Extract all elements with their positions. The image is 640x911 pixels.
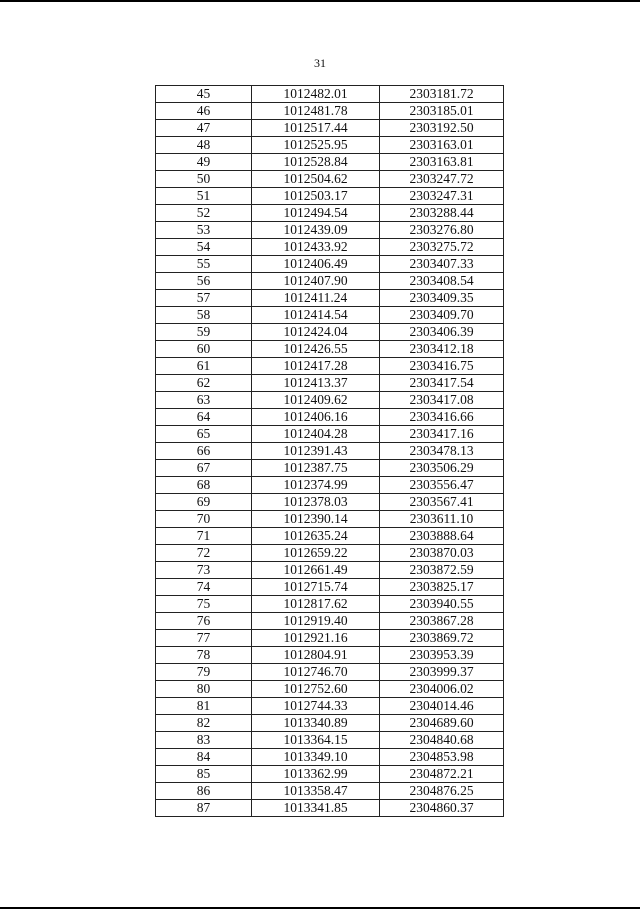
table-row xyxy=(156,154,504,171)
x-coordinate-cell: 1012391.43 xyxy=(252,443,380,460)
y-coordinate-cell: 2304840.68 xyxy=(380,732,504,749)
y-coordinate-cell: 2304853.98 xyxy=(380,749,504,766)
x-coordinate-cell: 1012406.49 xyxy=(252,256,380,273)
point-number-cell: 82 xyxy=(156,715,252,732)
point-number-cell: 71 xyxy=(156,528,252,545)
table-row xyxy=(156,698,504,715)
y-coordinate-cell: 2303417.16 xyxy=(380,426,504,443)
point-number-cell: 66 xyxy=(156,443,252,460)
y-coordinate-cell: 2303247.31 xyxy=(380,188,504,205)
y-coordinate-cell: 2304860.37 xyxy=(380,800,504,817)
point-number-cell: 78 xyxy=(156,647,252,664)
table-row xyxy=(156,222,504,239)
x-coordinate-cell: 1012504.62 xyxy=(252,171,380,188)
x-coordinate-cell: 1013349.10 xyxy=(252,749,380,766)
y-coordinate-cell: 2303953.39 xyxy=(380,647,504,664)
table-row xyxy=(156,137,504,154)
x-coordinate-cell: 1013362.99 xyxy=(252,766,380,783)
x-coordinate-cell: 1012411.24 xyxy=(252,290,380,307)
y-coordinate-cell: 2303406.39 xyxy=(380,324,504,341)
x-coordinate-cell: 1012426.55 xyxy=(252,341,380,358)
x-coordinate-cell: 1012413.37 xyxy=(252,375,380,392)
table-row xyxy=(156,256,504,273)
table-row xyxy=(156,562,504,579)
x-coordinate-cell: 1012409.62 xyxy=(252,392,380,409)
x-coordinate-cell: 1012424.04 xyxy=(252,324,380,341)
scan-bottom-edge xyxy=(0,907,640,909)
x-coordinate-cell: 1012481.78 xyxy=(252,103,380,120)
point-number-cell: 75 xyxy=(156,596,252,613)
point-number-cell: 60 xyxy=(156,341,252,358)
point-number-cell: 62 xyxy=(156,375,252,392)
y-coordinate-cell: 2303407.33 xyxy=(380,256,504,273)
x-coordinate-cell: 1012503.17 xyxy=(252,188,380,205)
table-row xyxy=(156,426,504,443)
y-coordinate-cell: 2303412.18 xyxy=(380,341,504,358)
y-coordinate-cell: 2303276.80 xyxy=(380,222,504,239)
table-row xyxy=(156,545,504,562)
x-coordinate-cell: 1012744.33 xyxy=(252,698,380,715)
x-coordinate-cell: 1012525.95 xyxy=(252,137,380,154)
point-number-cell: 59 xyxy=(156,324,252,341)
point-number-cell: 81 xyxy=(156,698,252,715)
y-coordinate-cell: 2303163.81 xyxy=(380,154,504,171)
table-row xyxy=(156,103,504,120)
point-number-cell: 70 xyxy=(156,511,252,528)
point-number-cell: 74 xyxy=(156,579,252,596)
table-row xyxy=(156,596,504,613)
table-row xyxy=(156,494,504,511)
table-row xyxy=(156,86,504,103)
table-row xyxy=(156,409,504,426)
y-coordinate-cell: 2303185.01 xyxy=(380,103,504,120)
x-coordinate-cell: 1012433.92 xyxy=(252,239,380,256)
table-row xyxy=(156,239,504,256)
point-number-cell: 47 xyxy=(156,120,252,137)
y-coordinate-cell: 2303825.17 xyxy=(380,579,504,596)
y-coordinate-cell: 2303275.72 xyxy=(380,239,504,256)
table-row xyxy=(156,188,504,205)
point-number-cell: 49 xyxy=(156,154,252,171)
table-row xyxy=(156,307,504,324)
point-number-cell: 72 xyxy=(156,545,252,562)
point-number-cell: 64 xyxy=(156,409,252,426)
x-coordinate-cell: 1012746.70 xyxy=(252,664,380,681)
point-number-cell: 61 xyxy=(156,358,252,375)
table-row xyxy=(156,647,504,664)
table-row xyxy=(156,579,504,596)
point-number-cell: 52 xyxy=(156,205,252,222)
y-coordinate-cell: 2303611.10 xyxy=(380,511,504,528)
y-coordinate-cell: 2303409.70 xyxy=(380,307,504,324)
x-coordinate-cell: 1012817.62 xyxy=(252,596,380,613)
point-number-cell: 50 xyxy=(156,171,252,188)
y-coordinate-cell: 2303872.59 xyxy=(380,562,504,579)
point-number-cell: 46 xyxy=(156,103,252,120)
table-row xyxy=(156,324,504,341)
point-number-cell: 83 xyxy=(156,732,252,749)
x-coordinate-cell: 1012390.14 xyxy=(252,511,380,528)
table-row xyxy=(156,732,504,749)
point-number-cell: 73 xyxy=(156,562,252,579)
x-coordinate-cell: 1013340.89 xyxy=(252,715,380,732)
x-coordinate-cell: 1013341.85 xyxy=(252,800,380,817)
table-row xyxy=(156,800,504,817)
table-row xyxy=(156,358,504,375)
point-number-cell: 56 xyxy=(156,273,252,290)
point-number-cell: 63 xyxy=(156,392,252,409)
table-row xyxy=(156,766,504,783)
point-number-cell: 85 xyxy=(156,766,252,783)
y-coordinate-cell: 2303940.55 xyxy=(380,596,504,613)
point-number-cell: 79 xyxy=(156,664,252,681)
y-coordinate-cell: 2303478.13 xyxy=(380,443,504,460)
point-number-cell: 69 xyxy=(156,494,252,511)
y-coordinate-cell: 2303416.75 xyxy=(380,358,504,375)
y-coordinate-cell: 2303163.01 xyxy=(380,137,504,154)
y-coordinate-cell: 2304872.21 xyxy=(380,766,504,783)
x-coordinate-cell: 1012404.28 xyxy=(252,426,380,443)
point-number-cell: 84 xyxy=(156,749,252,766)
scan-top-edge xyxy=(0,0,640,2)
y-coordinate-cell: 2303416.66 xyxy=(380,409,504,426)
x-coordinate-cell: 1013364.15 xyxy=(252,732,380,749)
y-coordinate-cell: 2303870.03 xyxy=(380,545,504,562)
y-coordinate-cell: 2303247.72 xyxy=(380,171,504,188)
y-coordinate-cell: 2303408.54 xyxy=(380,273,504,290)
table-row xyxy=(156,664,504,681)
x-coordinate-cell: 1012659.22 xyxy=(252,545,380,562)
coordinates-table xyxy=(155,85,504,817)
table-row xyxy=(156,681,504,698)
x-coordinate-cell: 1012417.28 xyxy=(252,358,380,375)
point-number-cell: 53 xyxy=(156,222,252,239)
y-coordinate-cell: 2303288.44 xyxy=(380,205,504,222)
x-coordinate-cell: 1012482.01 xyxy=(252,86,380,103)
x-coordinate-cell: 1012407.90 xyxy=(252,273,380,290)
table-row xyxy=(156,460,504,477)
point-number-cell: 67 xyxy=(156,460,252,477)
point-number-cell: 58 xyxy=(156,307,252,324)
page-number: 31 xyxy=(314,56,326,70)
point-number-cell: 57 xyxy=(156,290,252,307)
x-coordinate-cell: 1012804.91 xyxy=(252,647,380,664)
x-coordinate-cell: 1012715.74 xyxy=(252,579,380,596)
table-row xyxy=(156,443,504,460)
x-coordinate-cell: 1012921.16 xyxy=(252,630,380,647)
table-row xyxy=(156,749,504,766)
x-coordinate-cell: 1012528.84 xyxy=(252,154,380,171)
y-coordinate-cell: 2303867.28 xyxy=(380,613,504,630)
table-row xyxy=(156,613,504,630)
table-row xyxy=(156,375,504,392)
x-coordinate-cell: 1012635.24 xyxy=(252,528,380,545)
table-row xyxy=(156,783,504,800)
table-row xyxy=(156,630,504,647)
point-number-cell: 76 xyxy=(156,613,252,630)
y-coordinate-cell: 2304876.25 xyxy=(380,783,504,800)
x-coordinate-cell: 1012378.03 xyxy=(252,494,380,511)
y-coordinate-cell: 2304014.46 xyxy=(380,698,504,715)
table-row xyxy=(156,392,504,409)
x-coordinate-cell: 1013358.47 xyxy=(252,783,380,800)
x-coordinate-cell: 1012919.40 xyxy=(252,613,380,630)
point-number-cell: 86 xyxy=(156,783,252,800)
point-number-cell: 48 xyxy=(156,137,252,154)
table-row xyxy=(156,715,504,732)
x-coordinate-cell: 1012517.44 xyxy=(252,120,380,137)
y-coordinate-cell: 2303181.72 xyxy=(380,86,504,103)
y-coordinate-cell: 2303999.37 xyxy=(380,664,504,681)
y-coordinate-cell: 2303888.64 xyxy=(380,528,504,545)
point-number-cell: 55 xyxy=(156,256,252,273)
point-number-cell: 87 xyxy=(156,800,252,817)
table-row xyxy=(156,205,504,222)
point-number-cell: 77 xyxy=(156,630,252,647)
x-coordinate-cell: 1012661.49 xyxy=(252,562,380,579)
y-coordinate-cell: 2303417.08 xyxy=(380,392,504,409)
x-coordinate-cell: 1012439.09 xyxy=(252,222,380,239)
y-coordinate-cell: 2304689.60 xyxy=(380,715,504,732)
point-number-cell: 54 xyxy=(156,239,252,256)
y-coordinate-cell: 2303869.72 xyxy=(380,630,504,647)
point-number-cell: 65 xyxy=(156,426,252,443)
y-coordinate-cell: 2303506.29 xyxy=(380,460,504,477)
table-row xyxy=(156,120,504,137)
point-number-cell: 51 xyxy=(156,188,252,205)
table-row xyxy=(156,171,504,188)
y-coordinate-cell: 2303409.35 xyxy=(380,290,504,307)
table-row xyxy=(156,341,504,358)
table-row xyxy=(156,511,504,528)
y-coordinate-cell: 2303567.41 xyxy=(380,494,504,511)
point-number-cell: 80 xyxy=(156,681,252,698)
x-coordinate-cell: 1012752.60 xyxy=(252,681,380,698)
table-row xyxy=(156,528,504,545)
y-coordinate-cell: 2303556.47 xyxy=(380,477,504,494)
x-coordinate-cell: 1012494.54 xyxy=(252,205,380,222)
table-row xyxy=(156,290,504,307)
y-coordinate-cell: 2304006.02 xyxy=(380,681,504,698)
x-coordinate-cell: 1012406.16 xyxy=(252,409,380,426)
y-coordinate-cell: 2303417.54 xyxy=(380,375,504,392)
table-row xyxy=(156,477,504,494)
point-number-cell: 45 xyxy=(156,86,252,103)
coordinates-table-body xyxy=(156,86,504,817)
x-coordinate-cell: 1012374.99 xyxy=(252,477,380,494)
x-coordinate-cell: 1012414.54 xyxy=(252,307,380,324)
table-row xyxy=(156,273,504,290)
y-coordinate-cell: 2303192.50 xyxy=(380,120,504,137)
point-number-cell: 68 xyxy=(156,477,252,494)
x-coordinate-cell: 1012387.75 xyxy=(252,460,380,477)
